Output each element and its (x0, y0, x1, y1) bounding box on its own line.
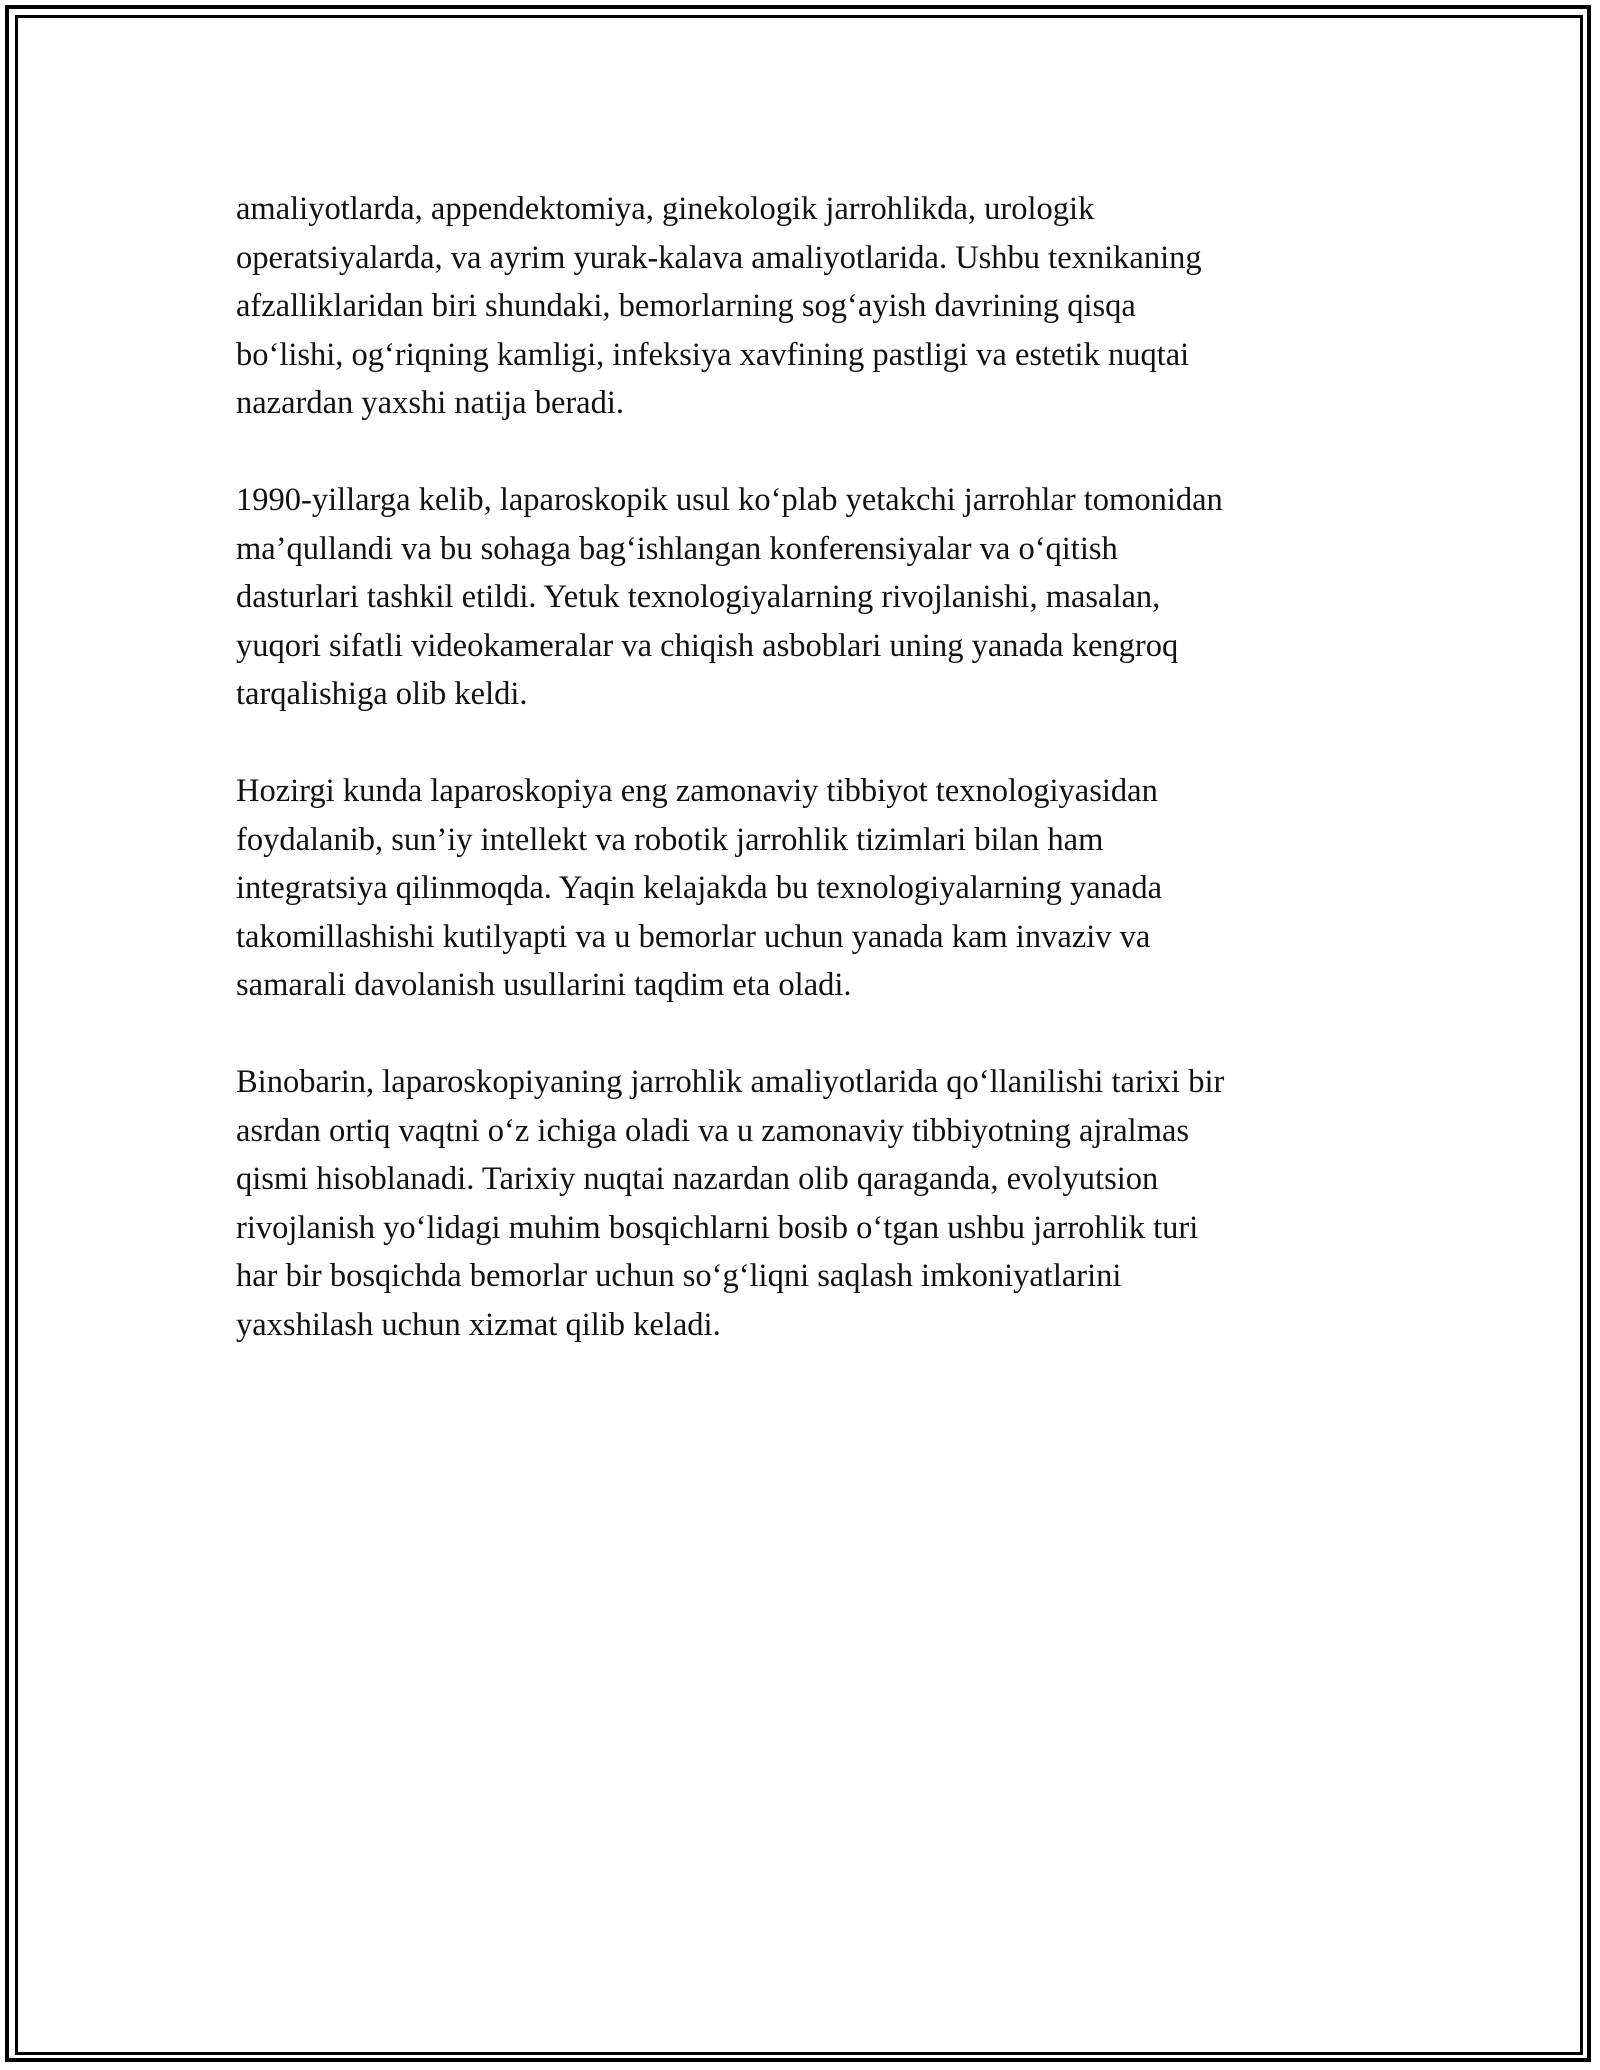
paragraph-2: 1990-yillarga kelib, laparoskopik usul ko‘plab yetakchi jarrohlar tomonidan ma’qullandi va bu sohaga bag‘ishlangan konferensiyalar va o‘qitish dasturlari tashkil etildi. Yetuk texnologiyalarning rivojlanishi, masalan, yuqori sifatli videokameralar va chiqish asboblari uning yanada kengroq tarqalishiga olib keldi. (236, 482, 1223, 712)
document-body (236, 185, 1366, 1398)
paragraph-3: Hozirgi kunda laparoskopiya eng zamonaviy tibbiyot texnologiyasidan foydalanib, sun’iy intellekt va robotik jarrohlik tizimlari bilan ham integratsiya qilinmoqda. Yaqin kelajakda bu texnologiyalarning yanada takomillashishi kutilyapti va u bemorlar uchun yanada kam invaziv va samarali davolanish usullarini taqdim eta oladi. (236, 773, 1163, 1003)
paragraph-4: Binobarin, laparoskopiyaning jarrohlik amaliyotlarida qo‘llanilishi tarixi bir asrdan ortiq vaqtni o‘z ichiga oladi va u zamonaviy tibbiyotning ajralmas qismi hisoblanadi. Tarixiy nuqtai nazardan olib qaraganda, evolyutsion rivojlanish yo‘lidagi muhim bosqichlarni bosib o‘tgan ushbu jarrohlik turi har bir bosqichda bemorlar uchun so‘g‘liqni saqlash imkoniyatlarini yaxshilash uchun xizmat qilib keladi. (236, 1064, 1225, 1343)
paragraph-1: amaliyotlarda, appendektomiya, ginekologik jarrohlikda, urologik operatsiyalarda, va ayrim yurak-kalava amaliyotlarida. Ushbu texnikaning afzalliklaridan biri shundaki, bemorlarning sog‘ayish davrining qisqa bo‘lishi, og‘riqning kamligi, infeksiya xavfining pastligi va estetik nuqtai nazardan yaxshi natija beradi. (236, 191, 1202, 421)
